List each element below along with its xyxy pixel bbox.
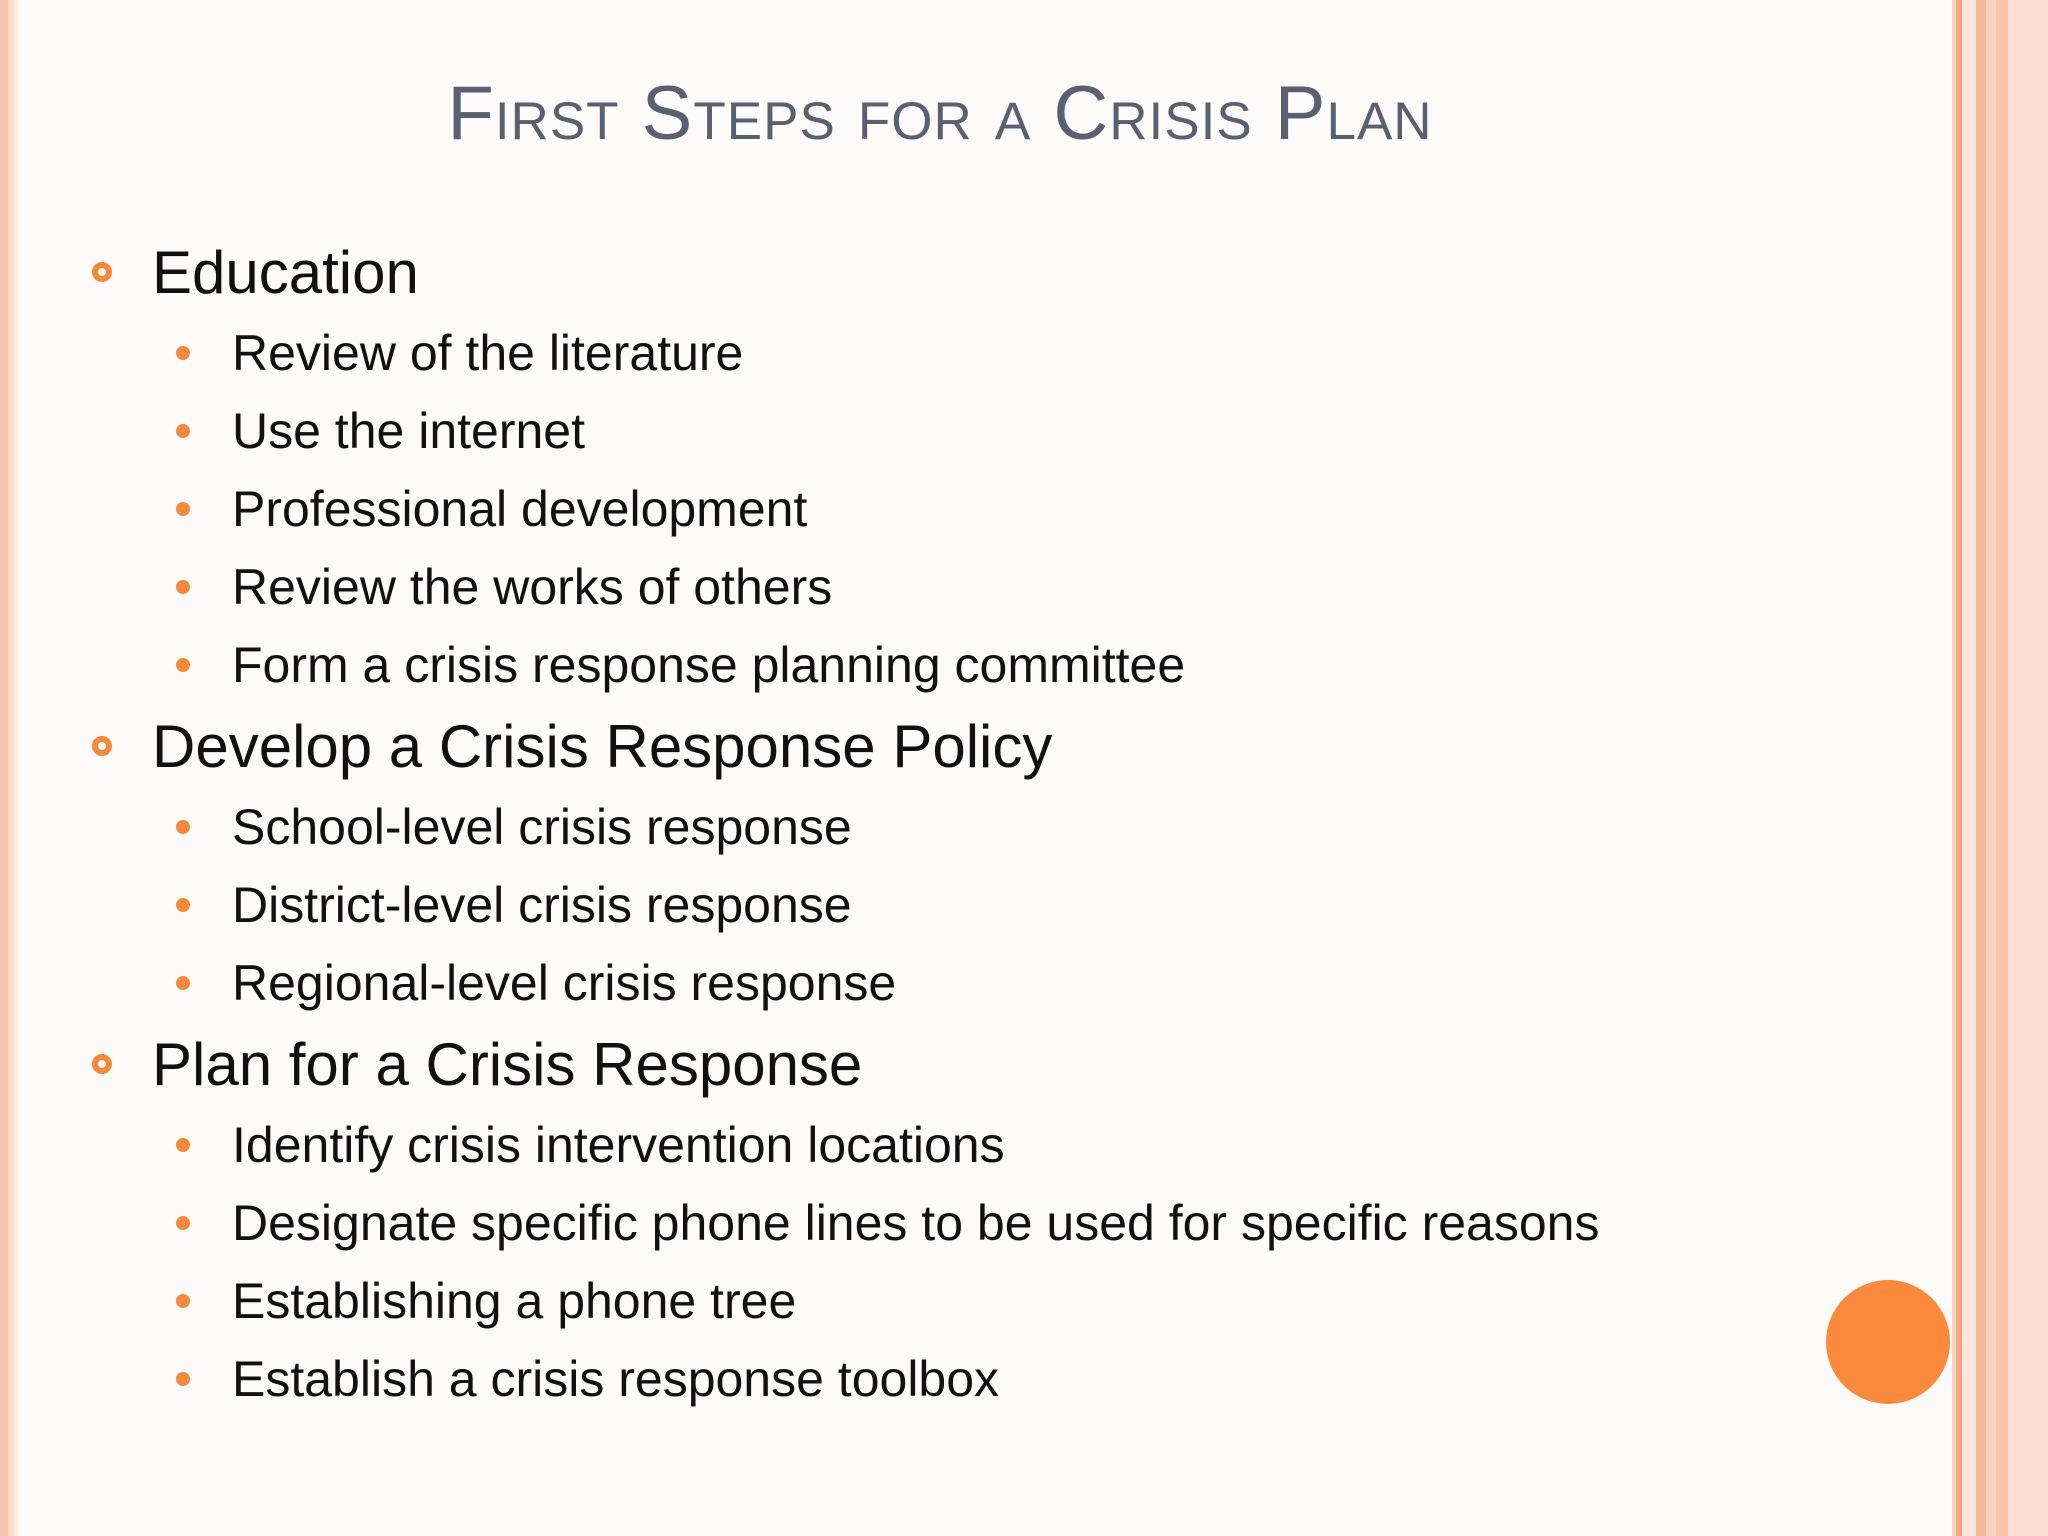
right-border-stripe bbox=[1962, 0, 1976, 1536]
list-item-text: Use the internet bbox=[232, 403, 585, 459]
list-item bbox=[92, 866, 1892, 944]
right-border-stripe bbox=[1976, 0, 1986, 1536]
dot-bullet-icon bbox=[176, 820, 190, 834]
list-item-text: Review the works of others bbox=[232, 559, 833, 615]
dot-bullet-icon bbox=[176, 658, 190, 672]
left-border-stripe bbox=[0, 0, 8, 1536]
dot-bullet-icon bbox=[176, 976, 190, 990]
list-item-text: Identify crisis intervention locations bbox=[232, 1117, 1005, 1173]
right-border-stripe bbox=[1986, 0, 1996, 1536]
dot-bullet-icon bbox=[176, 346, 190, 360]
section-heading: Education bbox=[152, 238, 419, 306]
list-item-text: Professional development bbox=[232, 481, 808, 537]
dot-bullet-icon bbox=[176, 424, 190, 438]
list-item bbox=[92, 1184, 1892, 1262]
list-item bbox=[92, 944, 1892, 1022]
list-item-text: Review of the literature bbox=[232, 325, 744, 381]
list-item-text: Regional-level crisis response bbox=[232, 955, 897, 1011]
dot-bullet-icon bbox=[176, 1372, 190, 1386]
right-border-stripe bbox=[2008, 0, 2048, 1536]
section-heading-row bbox=[92, 1022, 1892, 1106]
list-item bbox=[92, 470, 1892, 548]
dot-bullet-icon bbox=[176, 1138, 190, 1152]
list-item bbox=[92, 314, 1892, 392]
left-border-stripe bbox=[14, 0, 18, 1536]
ring-bullet-icon bbox=[92, 1054, 112, 1074]
list-item bbox=[92, 548, 1892, 626]
decorative-circle bbox=[1826, 1280, 1950, 1404]
section-heading-row bbox=[92, 230, 1892, 314]
ring-bullet-icon bbox=[92, 736, 112, 756]
dot-bullet-icon bbox=[176, 1294, 190, 1308]
section-heading: Develop a Crisis Response Policy bbox=[152, 712, 1053, 780]
slide-title: First Steps for a Crisis Plan bbox=[447, 71, 1433, 156]
dot-bullet-icon bbox=[176, 898, 190, 912]
list-item bbox=[92, 1106, 1892, 1184]
dot-bullet-icon bbox=[176, 580, 190, 594]
list-item-text: Form a crisis response planning committee bbox=[232, 637, 1186, 693]
right-border-stripe bbox=[1996, 0, 2008, 1536]
list-item-text: District-level crisis response bbox=[232, 877, 852, 933]
list-item-text: School-level crisis response bbox=[232, 799, 852, 855]
list-item bbox=[92, 788, 1892, 866]
section-heading: Plan for a Crisis Response bbox=[152, 1030, 863, 1098]
list-item-text: Designate specific phone lines to be used for specific reasons bbox=[232, 1195, 1600, 1251]
list-item bbox=[92, 626, 1892, 704]
list-item bbox=[92, 1340, 1892, 1418]
bullet-list bbox=[92, 230, 1892, 1418]
list-item bbox=[92, 392, 1892, 470]
dot-bullet-icon bbox=[176, 502, 190, 516]
list-item-text: Establishing a phone tree bbox=[232, 1273, 797, 1329]
list-item bbox=[92, 1262, 1892, 1340]
dot-bullet-icon bbox=[176, 1216, 190, 1230]
ring-bullet-icon bbox=[92, 262, 112, 282]
list-item-text: Establish a crisis response toolbox bbox=[232, 1351, 1000, 1407]
section-heading-row bbox=[92, 704, 1892, 788]
